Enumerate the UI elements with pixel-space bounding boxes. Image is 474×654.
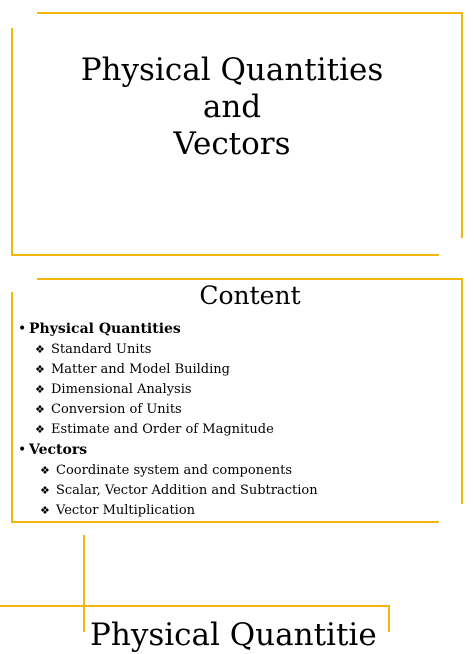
list-item-label: Standard Units [51, 342, 152, 357]
diamond-bullet-icon: ❖ [40, 504, 50, 517]
list-item-label: Coordinate system and components [56, 463, 293, 478]
slide2-bottom-border [11, 521, 439, 523]
list-item [35, 421, 274, 438]
diamond-bullet-icon: ❖ [35, 403, 45, 416]
list-item-label: Matter and Model Building [51, 362, 230, 377]
slide3-right-border [388, 605, 390, 632]
diamond-bullet-icon: ❖ [35, 383, 45, 396]
slide3-title: Physical Quantitie [90, 617, 377, 653]
slide1-top-border [37, 12, 463, 14]
section-label: Physical Quantities [29, 321, 181, 337]
slide1-right-border [461, 12, 463, 238]
section-label: Vectors [29, 442, 88, 458]
slide1-left-border [11, 28, 13, 256]
list-item [40, 482, 318, 499]
diamond-bullet-icon: ❖ [35, 343, 45, 356]
list-item-label: Vector Multiplication [56, 503, 196, 518]
diamond-bullet-icon: ❖ [35, 423, 45, 436]
section-bullet: • [18, 321, 27, 337]
section-vectors [18, 441, 87, 459]
slide1-title-line-2: and [202, 89, 262, 125]
slide1-bottom-border [11, 254, 439, 256]
slide1-title [20, 52, 444, 163]
slide3-top-border [0, 605, 390, 607]
list-item [35, 381, 192, 398]
diamond-bullet-icon: ❖ [35, 363, 45, 376]
slide2-left-border [11, 292, 13, 523]
list-item [40, 462, 292, 479]
list-item-label: Conversion of Units [51, 402, 182, 417]
list-item-label: Dimensional Analysis [51, 382, 192, 397]
slide3-left-border [83, 535, 85, 632]
slide2-title: Content [199, 281, 301, 310]
diamond-bullet-icon: ❖ [40, 484, 50, 497]
slide1-title-line-3: Vectors [173, 126, 291, 162]
list-item-label: Scalar, Vector Addition and Subtraction [56, 483, 318, 498]
section-physical-quantities [18, 320, 181, 338]
list-item [40, 502, 195, 519]
section-bullet: • [18, 442, 27, 458]
list-item-label: Estimate and Order of Magnitude [51, 422, 274, 437]
diamond-bullet-icon: ❖ [40, 464, 50, 477]
slide1-title-line-1: Physical Quantities [80, 52, 384, 88]
list-item [35, 361, 230, 378]
list-item [35, 401, 182, 418]
list-item [35, 341, 151, 358]
